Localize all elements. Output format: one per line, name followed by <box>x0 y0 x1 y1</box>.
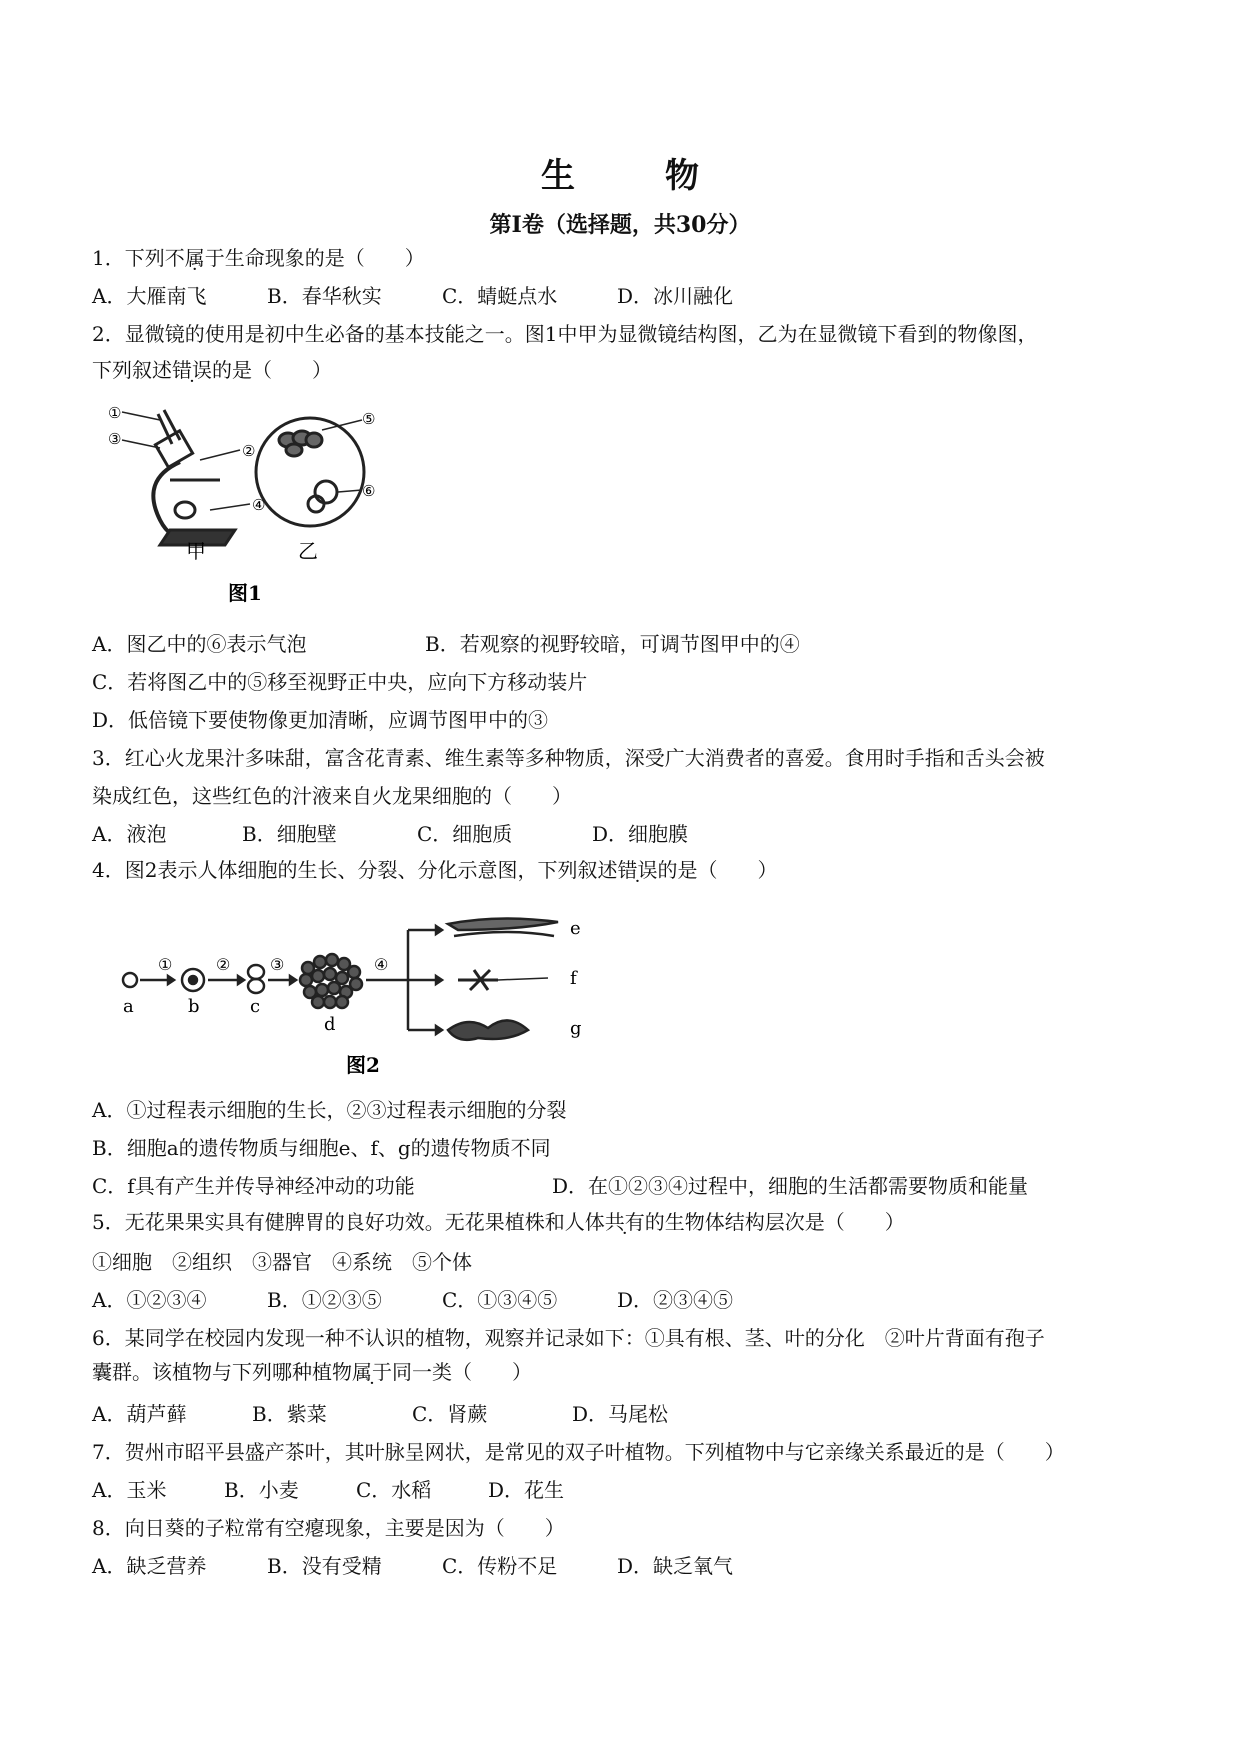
fig2-cell-d: d <box>324 1014 336 1035</box>
q3-option-c: C．细胞质 <box>417 822 513 846</box>
fig2-step-1: ① <box>158 955 173 974</box>
fig1-label-yi: 乙 <box>298 539 318 563</box>
q5-text-pre: 5．无花果果实具有健脾胃的良好功效。无花果植株和人体 <box>92 1210 605 1234</box>
q6-emphasis: 属于 <box>352 1360 392 1384</box>
q1-text-pre: 1．下列 <box>92 246 165 270</box>
q6-option-c: C．肾蕨 <box>412 1402 488 1426</box>
q4-emphasis: 错误 <box>617 858 658 882</box>
q1-option-c: C．蜻蜓点水 <box>442 284 558 308</box>
q5-emphasis: 共有 <box>604 1210 645 1234</box>
fig2-step-3: ③ <box>270 955 285 974</box>
q3-option-d: D．细胞膜 <box>592 822 689 846</box>
q1-option-a: A．大雁南飞 <box>92 284 207 308</box>
question-1 <box>92 244 425 272</box>
section-heading: 第Ⅰ卷（选择题，共30分） <box>489 212 751 238</box>
q8-option-c: C．传粉不足 <box>442 1554 558 1578</box>
q8-option-a: A．缺乏营养 <box>92 1554 207 1578</box>
fig1-label-jia: 甲 <box>186 539 206 563</box>
q3-option-b: B．细胞壁 <box>242 822 337 846</box>
q6-option-d: D．马尾松 <box>572 1402 669 1426</box>
question-5 <box>92 1208 905 1236</box>
q4-option-b: B．细胞a的遗传物质与细胞e、f、g的遗传物质不同 <box>92 1136 551 1160</box>
fig2-cell-c: c <box>250 996 261 1017</box>
q1-emphasis: 不属于 <box>164 246 225 270</box>
q6-line-1: 6．某同学在校园内发现一种不认识的植物，观察并记录如下：①具有根、茎、叶的分化 ②叶片背面有孢子 <box>92 1326 1045 1350</box>
q3-line-2: 染成红色，这些红色的汁液来自火龙果细胞的（ ） <box>92 784 572 808</box>
q2-option-d: D．低倍镜下要使物像更加清晰，应调节图甲中的③ <box>92 708 549 732</box>
q5-option-b: B．①②③⑤ <box>267 1288 382 1312</box>
q7-option-d: D．花生 <box>488 1478 565 1502</box>
q4-text-pre: 4．图2表示人体细胞的生长、分裂、分化示意图，下列叙述 <box>92 858 618 882</box>
q5-option-c: C．①③④⑤ <box>442 1288 558 1312</box>
q4-text-post: 的是（ ） <box>657 858 778 882</box>
fig2-cell-g: g <box>570 1018 582 1039</box>
q7-option-a: A．玉米 <box>92 1478 167 1502</box>
q4-option-c: C．f具有产生并传导神经冲动的功能 <box>92 1174 415 1198</box>
fig1-mark-3: ③ <box>108 430 122 448</box>
cell-division-diagram <box>123 918 558 1039</box>
q4-option-a: A．①过程表示细胞的生长，②③过程表示细胞的分裂 <box>92 1098 567 1122</box>
fig2-caption: 图2 <box>346 1053 380 1077</box>
q5-option-d: D．②③④⑤ <box>617 1288 734 1312</box>
q5-structure-list: ①细胞 ②组织 ③器官 ④系统 ⑤个体 <box>92 1250 472 1274</box>
q6-line-2 <box>92 1358 532 1386</box>
q1-text-post: 生命现象的是（ ） <box>224 246 425 270</box>
q2-option-b: B．若观察的视野较暗，可调节图甲中的④ <box>425 632 800 656</box>
q2-line-2 <box>92 356 332 384</box>
q6-text-post: 同一类（ ） <box>392 1360 532 1384</box>
q2-line-1: 2．显微镜的使用是初中生必备的基本技能之一。图1中甲为显微镜结构图，乙为在显微镜下看到的物像图， <box>92 322 1038 346</box>
q2-text-post: 的是（ ） <box>212 358 332 382</box>
fig2-cell-a: a <box>123 996 134 1017</box>
field-of-view-diagram <box>256 418 364 526</box>
fig2-cell-f: f <box>570 968 577 989</box>
fig2-step-2: ② <box>216 955 231 974</box>
q8-line-1: 8．向日葵的子粒常有空瘪现象，主要是因为（ ） <box>92 1516 565 1540</box>
fig1-mark-1: ① <box>108 404 122 422</box>
q7-option-b: B．小麦 <box>224 1478 299 1502</box>
q4-option-d: D．在①②③④过程中，细胞的生活都需要物质和能量 <box>552 1174 1029 1198</box>
fig1-caption: 图1 <box>228 581 262 605</box>
q8-option-d: D．缺乏氧气 <box>617 1554 734 1578</box>
q2-emphasis: 错误 <box>172 358 212 382</box>
fig1-mark-2: ② <box>242 442 256 460</box>
q2-text-pre: 下列叙述 <box>92 358 172 382</box>
q6-option-b: B．紫菜 <box>252 1402 327 1426</box>
fig1-mark-5: ⑤ <box>362 410 376 428</box>
figure-2 <box>118 900 598 1080</box>
fig2-cell-e: e <box>570 918 581 939</box>
fig1-mark-4: ④ <box>252 496 266 514</box>
q6-text-pre: 囊群。该植物与下列哪种植物 <box>92 1360 352 1384</box>
q6-option-a: A．葫芦藓 <box>92 1402 187 1426</box>
question-4 <box>92 856 777 884</box>
q5-text-post: 的生物体结构层次是（ ） <box>644 1210 905 1234</box>
microscope-diagram <box>122 410 250 545</box>
q3-option-a: A．液泡 <box>92 822 167 846</box>
q7-line-1: 7．贺州市昭平县盛产茶叶，其叶脉呈网状，是常见的双子叶植物。下列植物中与它亲缘关系最近的是（ ） <box>92 1440 1065 1464</box>
q1-option-b: B．春华秋实 <box>267 284 382 308</box>
figure-1 <box>100 400 440 610</box>
fig2-step-4: ④ <box>374 955 389 974</box>
q2-option-c: C．若将图乙中的⑤移至视野正中央，应向下方移动装片 <box>92 670 588 694</box>
fig1-mark-6: ⑥ <box>362 482 376 500</box>
q5-option-a: A．①②③④ <box>92 1288 207 1312</box>
page-title: 生 物 <box>541 156 727 196</box>
q8-option-b: B．没有受精 <box>267 1554 382 1578</box>
q3-line-1: 3．红心火龙果汁多味甜，富含花青素、维生素等多种物质，深受广大消费者的喜爱。食用时手指和舌头会被 <box>92 746 1045 770</box>
q1-option-d: D．冰川融化 <box>617 284 734 308</box>
q7-option-c: C．水稻 <box>356 1478 432 1502</box>
q2-option-a: A．图乙中的⑥表示气泡 <box>92 632 307 656</box>
fig2-cell-b: b <box>188 996 200 1017</box>
